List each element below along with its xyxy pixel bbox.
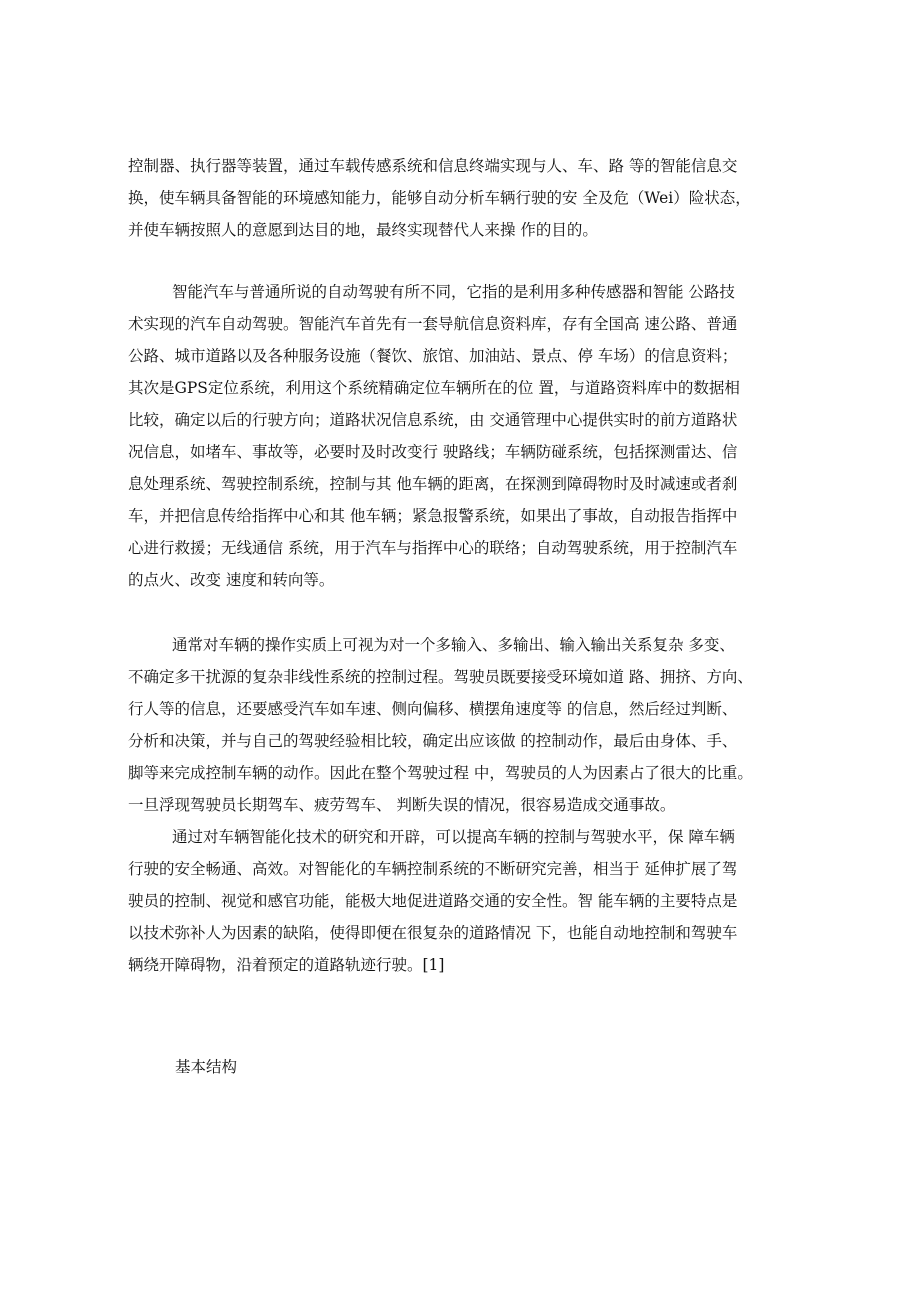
paragraph-line: 一旦浮现驾驶员长期驾车、疲劳驾车、 判断失误的情况，很容易造成交通事故。 xyxy=(128,796,676,814)
paragraph-line: 智能汽车与普通所说的自动驾驶有所不同，它指的是利用多种传感器和智能 公路技 xyxy=(172,283,735,301)
paragraph-line: 换，使车辆具备智能的环境感知能力，能够自动分析车辆行驶的安 全及危（Wei）险状态， xyxy=(128,189,751,207)
paragraph-line: 况信息，如堵车、事故等，必要时及时改变行 驶路线；车辆防碰系统，包括探测雷达、信 xyxy=(128,443,738,461)
paragraph-2 xyxy=(128,276,808,596)
paragraph-line: 以技术弥补人为因素的缺陷，使得即便在很复杂的道路情况 下，也能自动地控制和驾驶车 xyxy=(128,924,738,942)
paragraph-line: 脚等来完成控制车辆的动作。因此在整个驾驶过程 中，驾驶员的人为因素占了很大的比重。 xyxy=(128,764,753,782)
paragraph-line: 分析和决策，并与自己的驾驶经验相比较，确定出应该做 的控制动作，最后由身体、手、 xyxy=(128,732,738,750)
paragraph-line: 其次是GPS定位系统，利用这个系统精确定位车辆所在的位 置，与道路资料库中的数据相 xyxy=(128,379,740,397)
paragraph-line: 心进行救援；无线通信 系统，用于汽车与指挥中心的联络；自动驾驶系统，用于控制汽车 xyxy=(128,539,738,557)
paragraph-line: 术实现的汽车自动驾驶。智能汽车首先有一套导航信息资料库，存有全国高 速公路、普通 xyxy=(128,315,738,333)
paragraph-line: 公路、城市道路以及各种服务设施（餐饮、旅馆、加油站、景点、停 车场）的信息资料； xyxy=(128,347,738,365)
section-heading: 基本结构 xyxy=(175,1058,238,1076)
paragraph-3 xyxy=(128,629,808,821)
paragraph-line: 辆绕开障碍物，沿着预定的道路轨迹行驶。[1] xyxy=(128,956,445,974)
paragraph-line: 通过对车辆智能化技术的研究和开辟，可以提高车辆的控制与驾驶水平，保 障车辆 xyxy=(172,828,735,846)
paragraph-line: 通常对车辆的操作实质上可视为对一个多输入、多输出、输入输出关系复杂 多变、 xyxy=(172,636,735,654)
paragraph-line: 车，并把信息传给指挥中心和其 他车辆；紧急报警系统，如果出了事故，自动报告指挥中 xyxy=(128,507,738,525)
paragraph-line: 行驶的安全畅通、高效。对智能化的车辆控制系统的不断研究完善，相当于 延伸扩展了驾 xyxy=(128,860,738,878)
paragraph-line: 并使车辆按照人的意愿到达目的地，最终实现替代人来操 作的目的。 xyxy=(128,221,598,239)
paragraph-line: 行人等的信息，还要感受汽车如车速、侧向偏移、横摆角速度等 的信息，然后经过判断、 xyxy=(128,700,738,718)
paragraph-line: 驶员的控制、视觉和感官功能，能极大地促进道路交通的安全性。智 能车辆的主要特点是 xyxy=(128,892,738,910)
paragraph-line: 比较，确定以后的行驶方向；道路状况信息系统，由 交通管理中心提供实时的前方道路状 xyxy=(128,411,738,429)
paragraph-1 xyxy=(128,150,808,246)
paragraph-line: 不确定多干扰源的复杂非线性系统的控制过程。驾驶员既要接受环境如道 路、拥挤、方向、 xyxy=(128,668,753,686)
paragraph-4 xyxy=(128,821,808,981)
paragraph-line: 控制器、执行器等装置，通过车载传感系统和信息终端实现与人、车、路 等的智能信息交 xyxy=(128,157,738,175)
paragraph-line: 的点火、改变 速度和转向等。 xyxy=(128,571,335,589)
paragraph-line: 息处理系统、驾驶控制系统，控制与其 他车辆的距离，在探测到障碍物时及时减速或者刹 xyxy=(128,475,738,493)
